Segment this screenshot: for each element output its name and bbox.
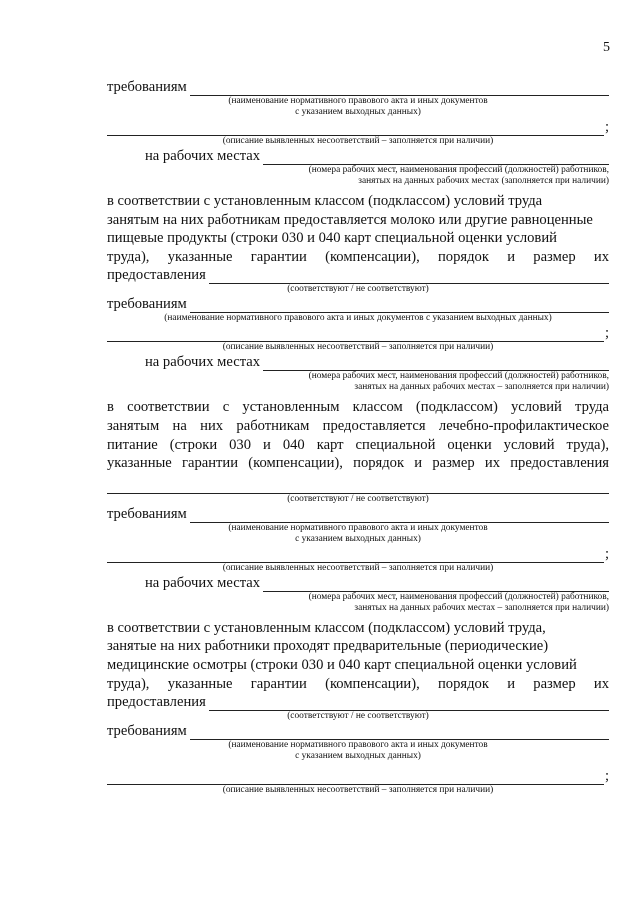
- caption-normative-doc: (наименование нормативного правового акта и иных документов с указанием выходных данных): [164, 313, 552, 324]
- requirements-label: требованиям: [107, 723, 187, 740]
- caption-discrepancies: (описание выявленных несоответствий – заполняется при наличии): [222, 562, 494, 573]
- caption-workplaces: (номера рабочих мест, наименования профессий (должностей) работников,: [308, 371, 609, 382]
- semicolon: ;: [604, 119, 609, 135]
- paragraph-line: питание (строки 030 и 040 карт специальной оценки условий труда),: [107, 436, 609, 453]
- paragraph-nutrition: [107, 398, 609, 472]
- discrepancy-row: [107, 767, 609, 785]
- paragraph-milk: [107, 192, 609, 266]
- caption-workplaces-2: занятых на данных рабочих местах – заполняется при наличии): [354, 602, 609, 613]
- caption-discrepancies: (описание выявленных несоответствий – заполняется при наличии): [222, 785, 494, 796]
- requirements-row: [107, 722, 609, 740]
- caption-discrepancies: (описание выявленных несоответствий – заполняется при наличии): [222, 136, 494, 146]
- paragraph-line: занятым на них работникам предоставляется молоко или другие равноценные: [107, 211, 593, 228]
- provision-field[interactable]: [209, 697, 609, 711]
- paragraph-line: занятым на них работникам предоставляется лечебно-профилактическое: [107, 417, 609, 434]
- workplaces-label: на рабочих местах: [145, 354, 261, 371]
- requirements-field[interactable]: [190, 509, 609, 523]
- paragraph-line: медицинские осмотры (строки 030 и 040 карт специальной оценки условий: [107, 656, 577, 673]
- paragraph-line: указанные гарантии (компенсации), порядок и размер их предоставления: [107, 455, 609, 472]
- caption-normative-doc-2: с указанием выходных данных): [295, 533, 421, 544]
- requirements-field[interactable]: [190, 82, 609, 96]
- paragraph-line: труда), указанные гарантии (компенсации), порядок и размер их: [107, 675, 609, 692]
- provision-label: предоставления: [107, 267, 206, 284]
- requirements-field[interactable]: [190, 726, 609, 740]
- provision-field[interactable]: [107, 480, 609, 494]
- requirements-field[interactable]: [190, 299, 609, 313]
- caption-complies: (соответствуют / не соответствуют): [287, 493, 429, 504]
- caption-normative-doc-2: с указанием выходных данных): [295, 107, 421, 117]
- provision-row: [107, 476, 609, 494]
- caption-workplaces-2: занятых на данных рабочих местах – заполняется при наличии): [354, 382, 609, 393]
- semicolon: ;: [604, 325, 609, 342]
- discrepancy-field[interactable]: [107, 771, 604, 785]
- semicolon: ;: [604, 545, 609, 562]
- caption-normative-doc: (наименование нормативного правового акта и иных документов: [228, 740, 488, 751]
- caption-normative-doc-2: с указанием выходных данных): [295, 751, 421, 762]
- paragraph-medical: [107, 619, 609, 693]
- workplaces-row: [107, 574, 609, 592]
- discrepancy-field[interactable]: [107, 122, 604, 136]
- caption-workplaces-2: занятых на данных рабочих местах (заполняется при наличии): [358, 176, 609, 186]
- paragraph-line: в соответствии с установленным классом (подклассом) условий труда: [107, 399, 609, 416]
- caption-normative-doc: (наименование нормативного правового акта и иных документов: [228, 522, 488, 533]
- form-content: [107, 78, 609, 796]
- discrepancy-row: [107, 118, 609, 136]
- workplaces-field[interactable]: [263, 578, 609, 592]
- page-number: 5: [603, 40, 610, 55]
- provision-row: [107, 266, 609, 284]
- caption-complies: (соответствуют / не соответствуют): [287, 711, 429, 722]
- provision-label: предоставления: [107, 694, 206, 711]
- requirements-label: требованиям: [107, 505, 187, 522]
- provision-field[interactable]: [209, 270, 609, 284]
- paragraph-line: пищевые продукты (строки 030 и 040 карт специальной оценки условий: [107, 230, 557, 247]
- workplaces-label: на рабочих местах: [145, 148, 261, 164]
- requirements-row: [107, 78, 609, 96]
- caption-discrepancies: (описание выявленных несоответствий – заполняется при наличии): [222, 342, 494, 353]
- paragraph-line: в соответствии с установленным классом (подклассом) условий труда,: [107, 619, 546, 636]
- requirements-label: требованиям: [107, 296, 187, 313]
- caption-normative-doc: (наименование нормативного правового акта и иных документов: [228, 96, 488, 106]
- caption-complies: (соответствуют / не соответствуют): [287, 284, 429, 295]
- discrepancy-field[interactable]: [107, 549, 604, 563]
- caption-workplaces: (номера рабочих мест, наименования профессий (должностей) работников,: [308, 165, 609, 175]
- semicolon: ;: [604, 768, 609, 785]
- requirements-label: требованиям: [107, 79, 187, 95]
- discrepancy-field[interactable]: [107, 328, 604, 342]
- discrepancy-row: [107, 324, 609, 342]
- caption-workplaces: (номера рабочих мест, наименования профессий (должностей) работников,: [308, 591, 609, 602]
- workplaces-row: [107, 353, 609, 371]
- paragraph-line: труда), указанные гарантии (компенсации), порядок и размер их: [107, 248, 609, 265]
- requirements-row: [107, 295, 609, 313]
- paragraph-line: занятые на них работники проходят предварительные (периодические): [107, 638, 549, 655]
- workplaces-label: на рабочих местах: [145, 574, 261, 591]
- workplaces-field[interactable]: [263, 151, 609, 165]
- workplaces-field[interactable]: [263, 357, 609, 371]
- discrepancy-row: [107, 545, 609, 563]
- workplaces-row: [107, 147, 609, 165]
- provision-row: [107, 693, 609, 711]
- requirements-row: [107, 505, 609, 523]
- paragraph-line: в соответствии с установленным классом (подклассом) условий труда: [107, 193, 543, 209]
